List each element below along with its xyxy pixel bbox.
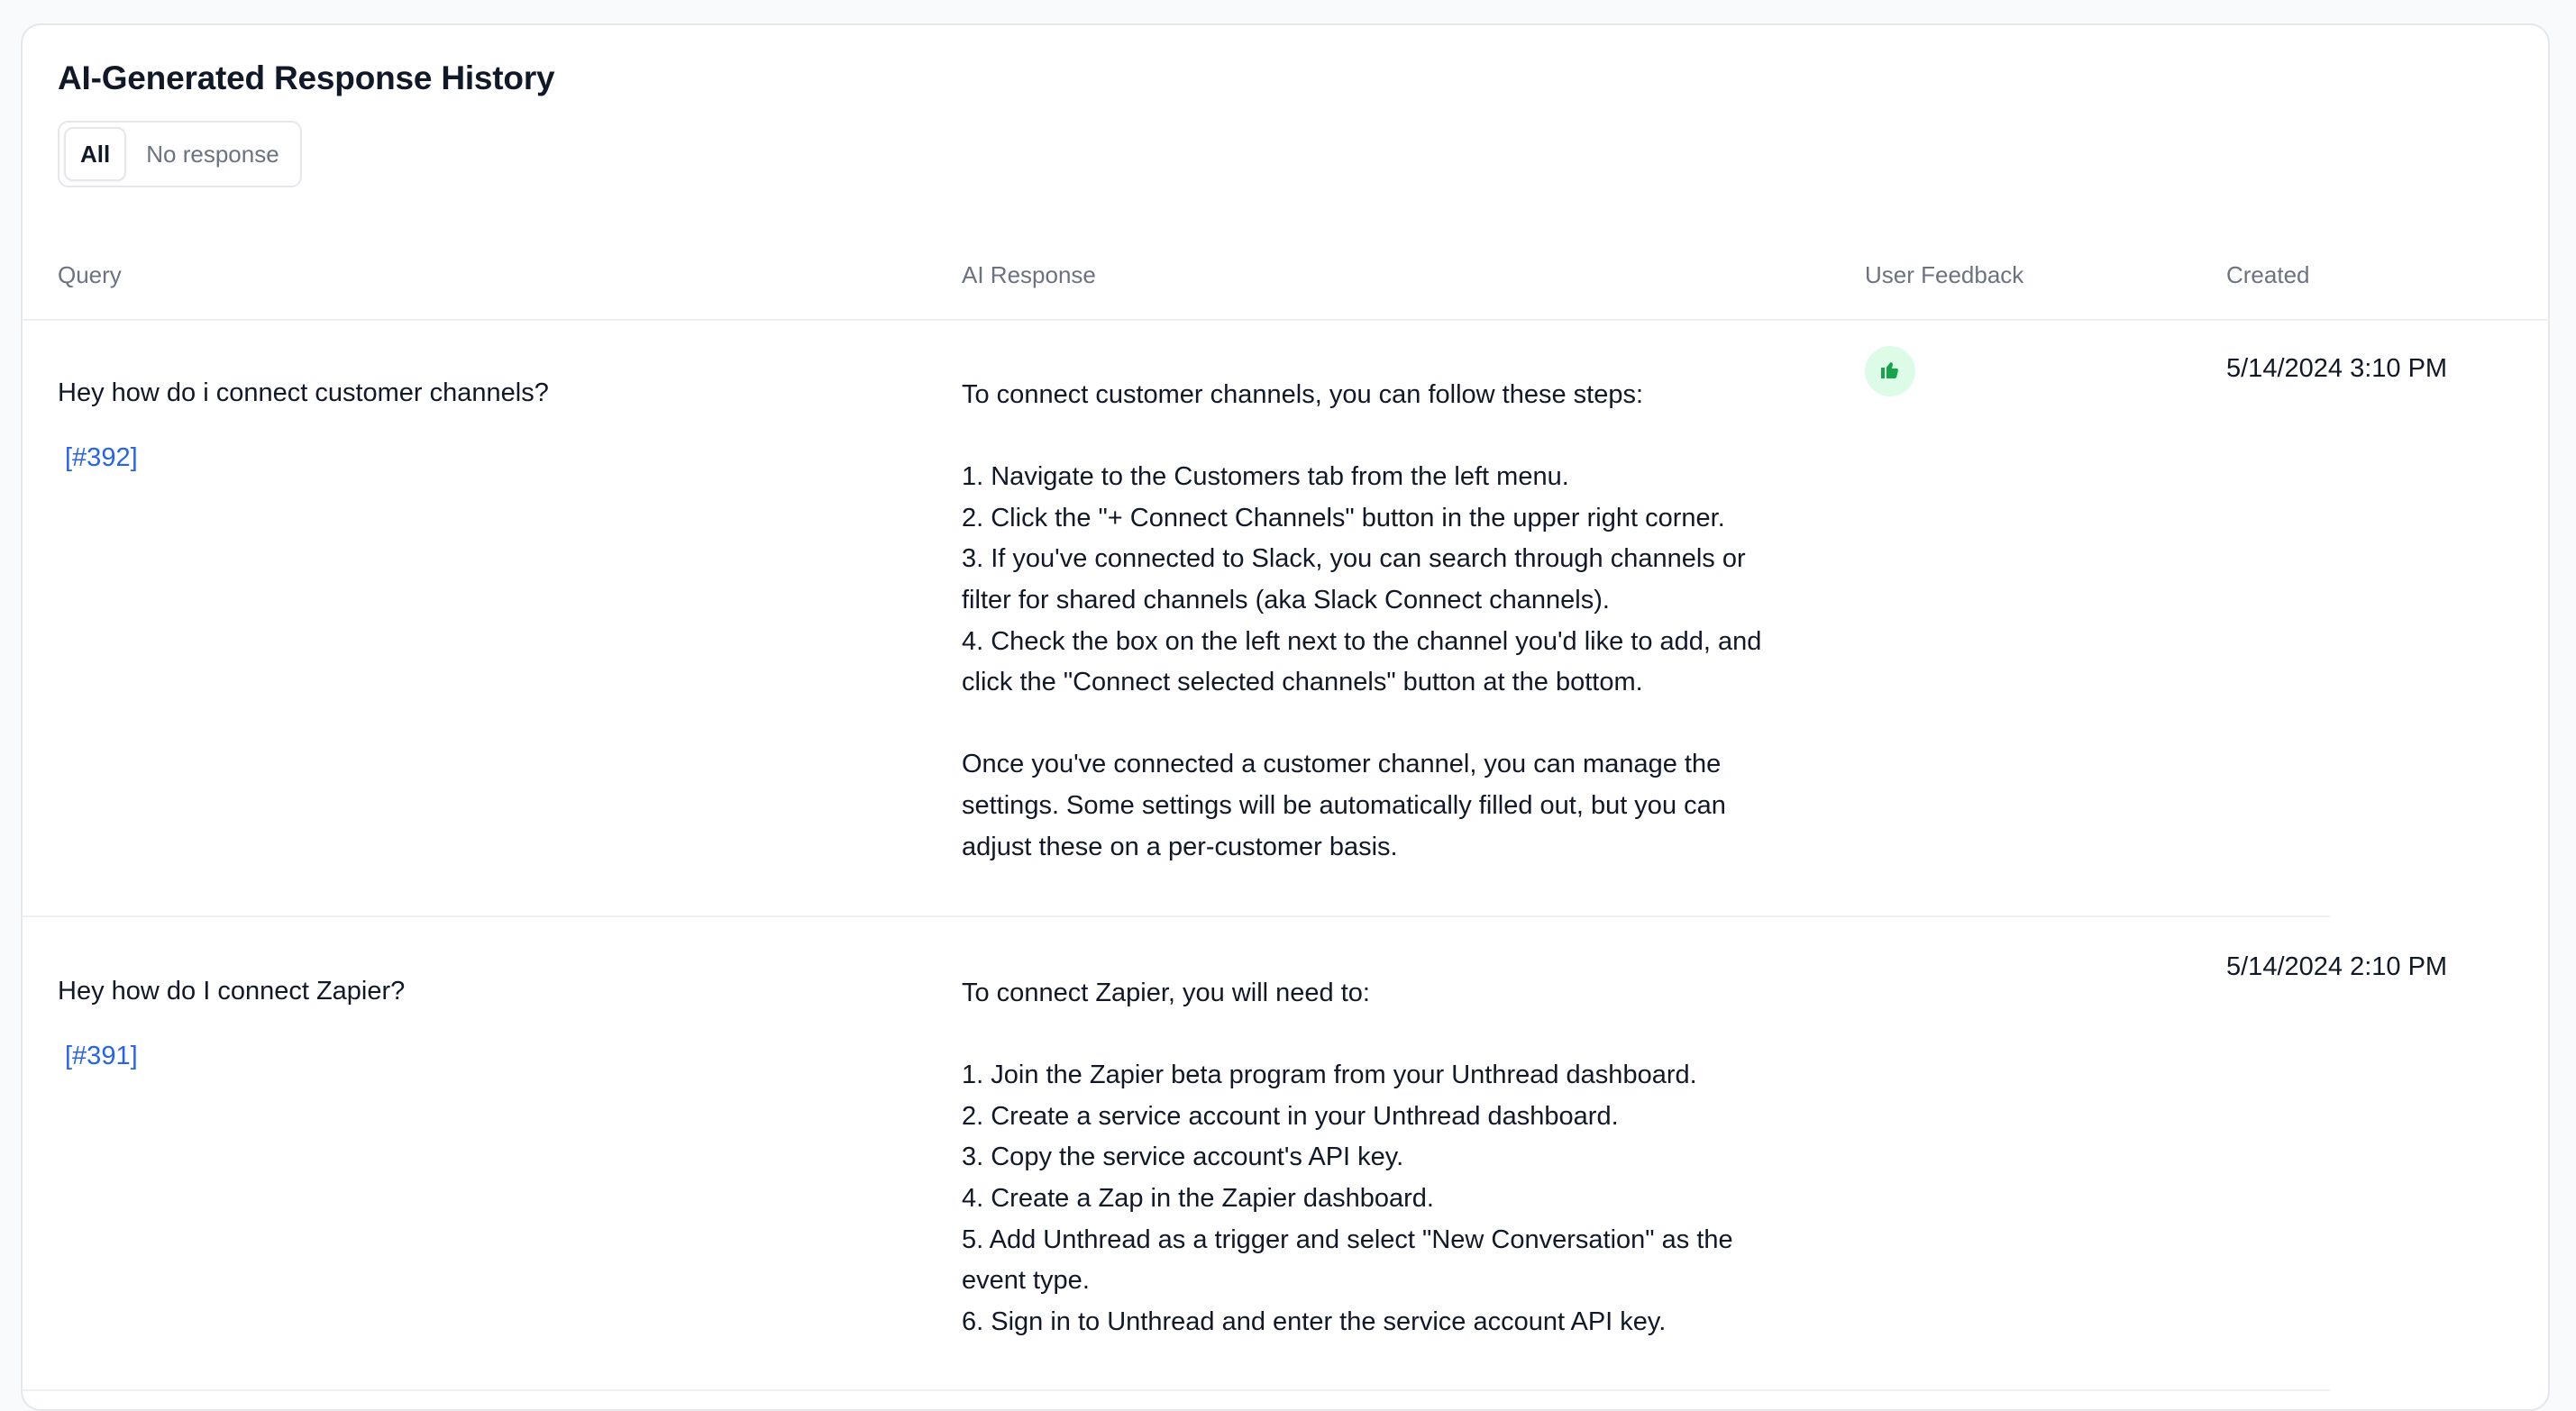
filter-segmented-control (58, 121, 302, 187)
column-header-user-feedback[interactable]: User Feedback (1865, 261, 2024, 288)
created-timestamp: 5/14/2024 2:10 PM (2226, 952, 2448, 981)
row-divider (23, 1389, 2330, 1391)
ai-response-text: To connect customer channels, you can follow these steps: 1. Navigate to the Customers tab from the left menu. 2. Click the "+ Connect Channels" button in the upper right corner. 3. If you've connected to Slack, you can search through channels or filter for shared channels (aka Slack Connect channels). 4. Check the box on the left next to the channel you'd like to add, and click the "Connect selected channels" button at the bottom. Once you've connected a customer channel, you can manage the settings. Some settings will be automatically filled out, but you can adjust these on a per-customer basis. (962, 380, 1762, 861)
column-header-created[interactable]: Created (2226, 261, 2310, 288)
query-text: Hey how do I connect Zapier? (58, 977, 406, 1006)
ai-response-text: To connect Zapier, you will need to: 1. Join the Zapier beta program from your Unthread dashboard. 2. Create a service account in your Unthread dashboard. 3. Copy the service account's API key. 4. Create a Zap in the Zapier dashboard. 5. Add Unthread as a trigger and select "New Conversation" as the event type. 6. Sign in to Unthread and enter the service account API key. (962, 979, 1733, 1336)
response-history-panel (21, 23, 2550, 1411)
feedback-badge-positive (1865, 346, 1915, 396)
page-title: AI-Generated Response History (58, 59, 555, 96)
column-header-query[interactable]: Query (58, 261, 122, 288)
query-text: Hey how do i connect customer channels? (58, 378, 549, 407)
filter-tab-no-response[interactable]: No response (146, 140, 279, 168)
created-timestamp: 5/14/2024 3:10 PM (2226, 354, 2448, 383)
ticket-link[interactable]: [#391] (65, 1042, 138, 1070)
filter-tab-all[interactable]: All (64, 127, 126, 181)
table-header (23, 238, 2548, 321)
thumbs-up-icon (1879, 359, 1901, 385)
ticket-link[interactable]: [#392] (65, 443, 138, 472)
table-row[interactable] (23, 917, 2548, 1391)
column-header-ai-response[interactable]: AI Response (962, 261, 1096, 288)
table-row[interactable] (23, 319, 2548, 917)
